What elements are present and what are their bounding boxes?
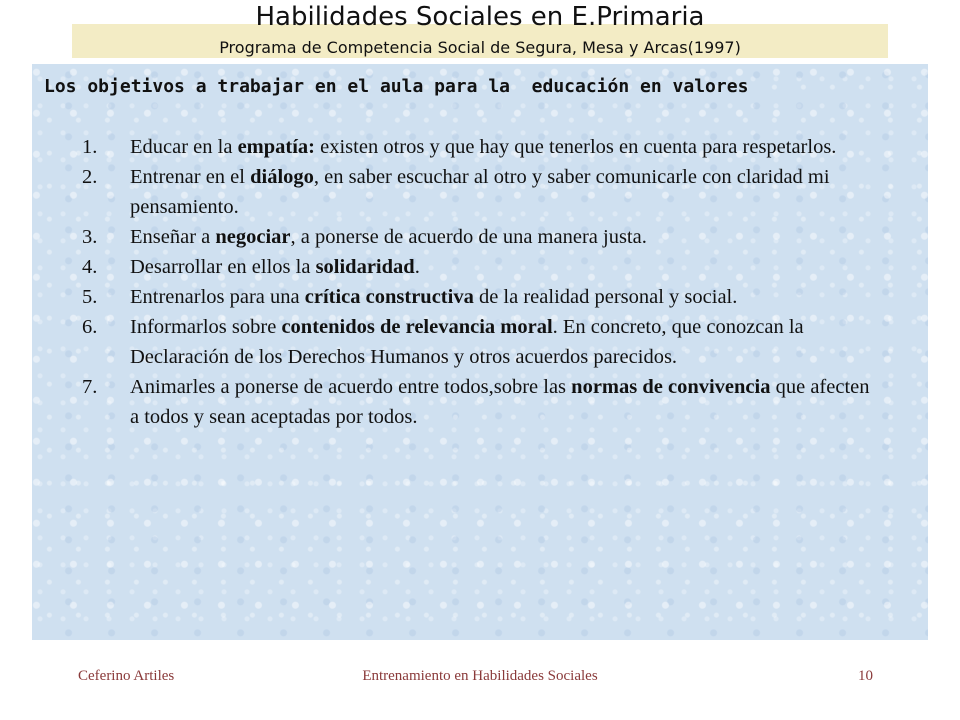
objective-number: 5. [82,286,98,308]
objective-text: . [414,256,420,278]
objective-number: 6. [82,316,98,338]
objective-item [76,132,876,162]
objective-keyword: solidaridad [315,256,415,278]
objective-text: Entrenarlos para una [130,286,305,308]
objectives-list [76,132,876,432]
objective-keyword: empatía: [237,136,316,158]
objective-keyword: crítica constructiva [304,286,474,308]
objective-item [76,372,876,432]
objective-text: Informarlos sobre [130,316,282,338]
objective-item [76,162,876,222]
objective-text: , en saber escuchar al otro y saber comunicarle con claridad mi pensamiento. [130,166,830,218]
objective-item [76,282,876,312]
objective-keyword: diálogo [250,166,314,188]
objective-text: . En concreto, que conozcan la Declaración de los Derechos Humanos y otros acuerdos parecidos. [130,316,804,368]
objective-number: 7. [82,376,98,398]
objective-keyword: normas de convivencia [571,376,771,398]
slide-title: Habilidades Sociales en E.Primaria [255,2,705,32]
objective-text: de la realidad personal y social. [473,286,738,308]
objective-keyword: contenidos de relevancia moral [281,316,553,338]
page-number: 10 [858,668,873,684]
objective-text: Enseñar a [130,226,216,248]
objective-text: Educar en la [130,136,238,158]
objective-item [76,252,876,282]
footer-author: Ceferino Artiles [78,668,175,684]
objective-number: 3. [82,226,98,248]
objective-text: existen otros y que hay que tenerlos en cuenta para respetarlos. [315,136,837,158]
objective-number: 4. [82,256,98,278]
objectives-heading: Los objetivos a trabajar en el aula para la educación en valores [44,76,749,97]
objective-text: Animarles a ponerse de acuerdo entre todos,sobre las [130,376,572,398]
footer-title: Entrenamiento en Habilidades Sociales [362,668,598,684]
objective-item [76,222,876,252]
objective-text: que afecten a todos y sean aceptadas por todos. [130,376,870,428]
objective-item [76,312,876,372]
objective-text: Desarrollar en ellos la [130,256,316,278]
slide-subtitle: Programa de Competencia Social de Segura, Mesa y Arcas(1997) [219,38,741,57]
objective-keyword: negociar [215,226,291,248]
objective-number: 2. [82,166,98,188]
objective-text: , a ponerse de acuerdo de una manera justa. [290,226,647,248]
objective-text: Entrenar en el [130,166,251,188]
objective-number: 1. [82,136,98,158]
